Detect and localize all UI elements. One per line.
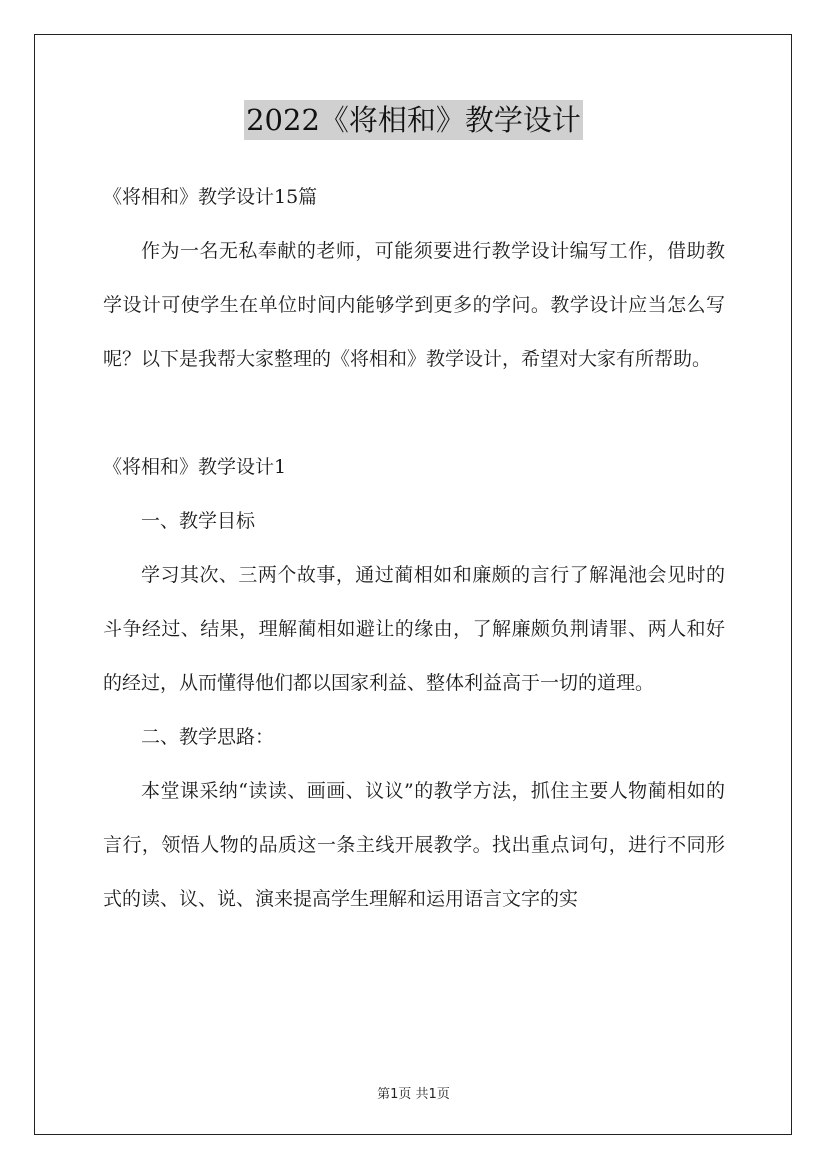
idea-heading: 二、教学思路： [141,726,275,748]
page-footer: 第1页 共1页 [377,1087,450,1102]
idea-paragraph: 本堂课采纳“读读、画画、议议”的教学方法，抓住主要人物蔺相如的言行，领悟人物的品质这一条主线开展教学。找出重点词句，进行不同形式的读、议、说、演来提高学生理解和运用语言文字的实 [103,780,725,910]
spacer [103,386,725,440]
document-subtitle: 《将相和》教学设计15篇 [103,186,318,208]
intro-paragraph: 作为一名无私奉献的老师，可能须要进行教学设计编写工作，借助教学设计可使学生在单位时间内能够学到更多的学问。教学设计应当怎么写呢？以下是我帮大家整理的《将相和》教学设计，希望对大家有所帮助。 [103,240,725,370]
section-heading: 《将相和》教学设计1 [103,456,287,478]
document-body [103,170,725,926]
goal-paragraph: 学习其次、三两个故事，通过蔺相如和廉颇的言行了解渑池会见时的斗争经过、结果，理解蔺相如避让的缘由，了解廉颇负荆请罪、两人和好的经过，从而懂得他们都以国家利益、整体利益高于一切的道理。 [103,564,725,694]
document-title: 2022《将相和》教学设计 [244,100,583,140]
title-container [0,100,827,140]
goal-heading: 一、教学目标 [141,510,256,532]
